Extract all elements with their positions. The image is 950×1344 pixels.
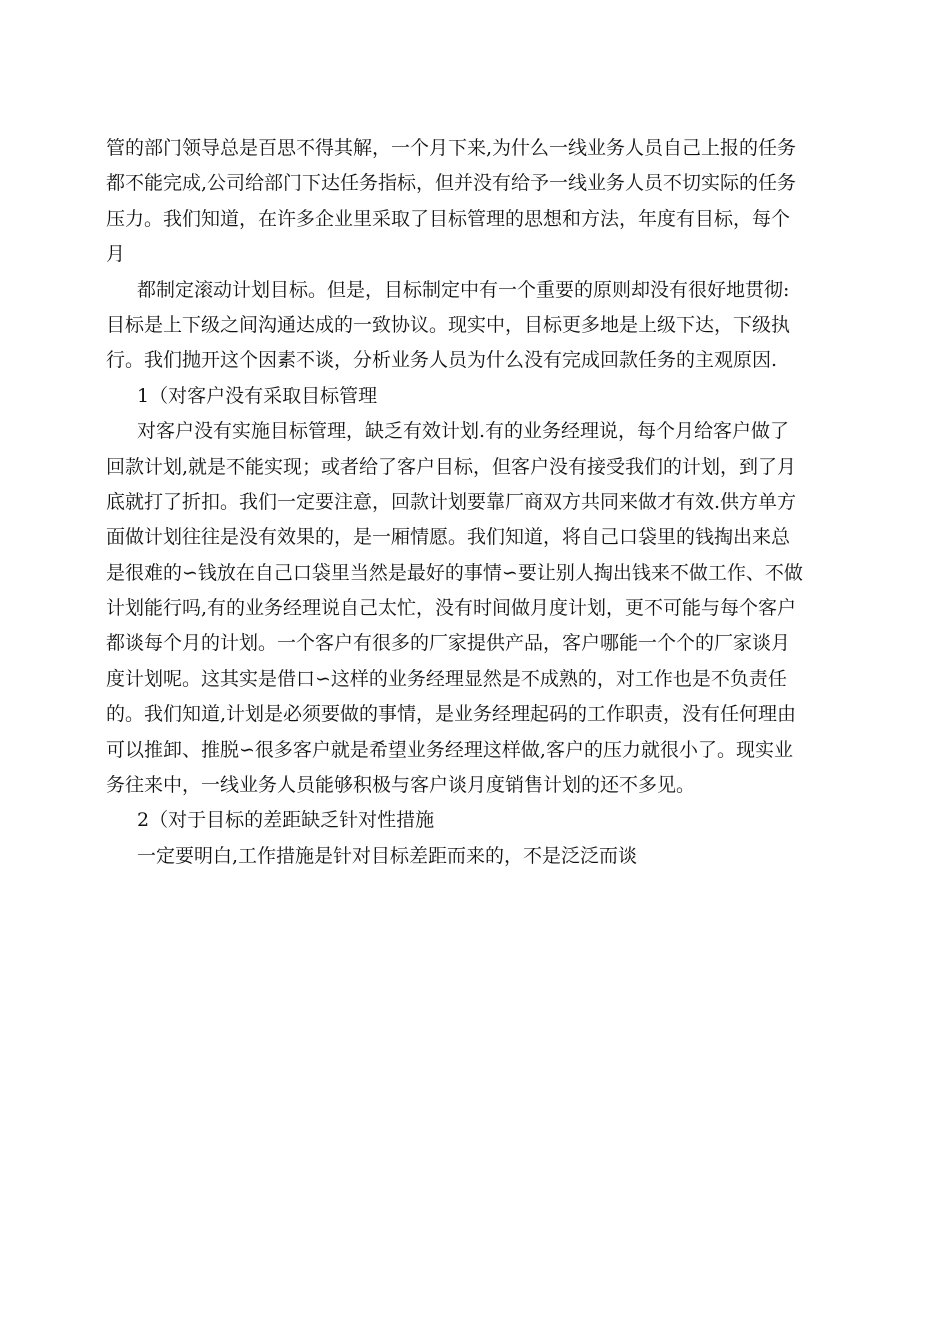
text-line: 行。我们抛开这个因素不谈，分析业务人员为什么没有完成回款任务的主观原因. [106, 349, 778, 372]
section-heading-2: 2（对于目标的差距缺乏针对性措施 [137, 809, 435, 832]
text-line: 务往来中，一线业务人员能够积极与客户谈月度销售计划的还不多见。 [106, 774, 696, 797]
text-line: 可以推卸、推脱∽很多客户就是希望业务经理这样做,客户的压力就很小了。现实业 [106, 738, 793, 761]
text-line: 回款计划,就是不能实现；或者给了客户目标，但客户没有接受我们的计划，到了月 [106, 455, 797, 478]
paragraph-first-line: 一定要明白,工作措施是针对目标差距而来的，不是泛泛而谈 [137, 844, 638, 867]
body-text [106, 131, 846, 874]
text-line: 目标是上下级之间沟通达成的一致协议。现实中，目标更多地是上级下达，下级执 [106, 313, 791, 336]
text-line: 是很难的∽钱放在自己口袋里当然是最好的事情∽要让别人掏出钱来不做工作、不做 [106, 561, 803, 584]
text-line: 计划能行吗,有的业务经理说自己太忙，没有时间做月度计划，更不可能与每个客户 [106, 597, 797, 620]
text-line: 都谈每个月的计划。一个客户有很多的厂家提供产品，客户哪能一个个的厂家谈月 [106, 632, 791, 655]
text-line: 底就打了折扣。我们一定要注意，回款计划要靠厂商双方共同来做才有效.供方单方 [106, 490, 797, 513]
text-line: 月 [106, 243, 126, 266]
text-line: 压力。我们知道，在许多企业里采取了目标管理的思想和方法，年度有目标，每个 [106, 207, 791, 230]
paragraph-first-line: 对客户没有实施目标管理，缺乏有效计划.有的业务经理说，每个月给客户做了 [137, 420, 790, 443]
text-line: 都不能完成,公司给部门下达任务指标，但并没有给予一线业务人员不切实际的任务 [106, 172, 797, 195]
paragraph-first-line: 都制定滚动计划目标。但是，目标制定中有一个重要的原则却没有很好地贯彻: [137, 278, 790, 301]
section-heading-1: 1（对客户没有采取目标管理 [137, 384, 378, 407]
text-line: 度计划呢。这其实是借口∽这样的业务经理显然是不成熟的，对工作也是不负责任 [106, 667, 787, 690]
text-line: 面做计划往往是没有效果的，是一厢情愿。我们知道，将自己口袋里的钱掏出来总 [106, 526, 791, 549]
text-line: 管的部门领导总是百思不得其解，一个月下来,为什么一线业务人员自己上报的任务 [106, 137, 797, 159]
text-line: 的。我们知道,计划是必须要做的事情，是业务经理起码的工作职责，没有任何理由 [106, 703, 797, 726]
